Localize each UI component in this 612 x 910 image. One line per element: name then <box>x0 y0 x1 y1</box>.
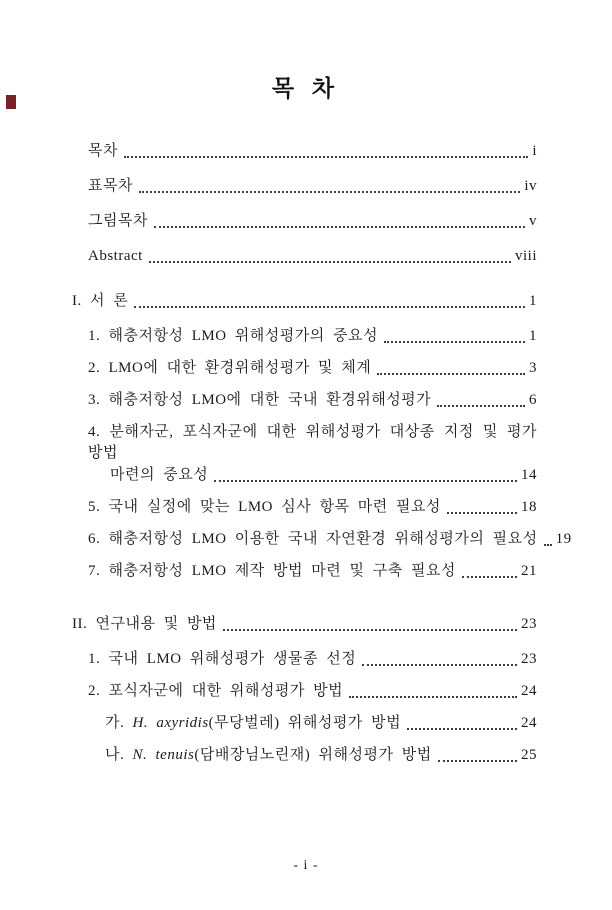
dot-leader <box>134 306 525 308</box>
toc-entry-label: 2. 포식자군에 대한 위해성평가 방법 <box>88 683 344 699</box>
toc-entry-page: 14 <box>521 467 537 483</box>
toc-entry-page: 24 <box>521 715 537 731</box>
toc-entry-label: 그림목차 <box>88 213 148 229</box>
toc-heading-label: I. 서 론 <box>72 293 129 309</box>
dot-leader <box>223 629 517 631</box>
dot-leader <box>438 760 517 762</box>
front-matter-list <box>72 141 537 267</box>
toc-entry <box>72 390 537 411</box>
dot-leader <box>462 576 517 578</box>
toc-entry-label: 5. 국내 실정에 맞는 LMO 심사 항목 마련 필요성 <box>88 499 441 515</box>
toc-entry-label: 목차 <box>88 143 118 159</box>
toc-entry-page: 18 <box>521 499 537 515</box>
toc-entry-label: (무당벌레) 위해성평가 방법 <box>208 715 402 731</box>
toc-entry-page: 21 <box>521 563 537 579</box>
dot-leader <box>437 405 525 407</box>
toc-entry-label: 6. 해충저항성 LMO 이용한 국내 자연환경 위해성평가의 필요성 <box>88 531 538 547</box>
toc-section-2 <box>72 614 537 766</box>
toc-entry-label: Abstract <box>88 248 143 264</box>
toc-section-1 <box>72 291 572 582</box>
toc-entry-page: 25 <box>521 747 537 763</box>
dot-leader <box>447 512 517 514</box>
dot-leader <box>362 664 517 666</box>
toc-entry <box>72 561 537 582</box>
toc-entry <box>72 422 537 486</box>
toc-entry <box>72 211 537 232</box>
toc-entry <box>72 497 537 518</box>
toc-entry <box>72 358 537 379</box>
toc-entry-label: 7. 해충저항성 LMO 제작 방법 마련 및 구축 필요성 <box>88 563 456 579</box>
toc-heading-page: 1 <box>529 293 537 309</box>
toc-entry-page: 1 <box>529 328 537 344</box>
toc-entry <box>72 141 537 162</box>
toc-entry <box>72 681 537 702</box>
dot-leader <box>349 696 517 698</box>
toc-entry-label: 1. 해충저항성 LMO 위해성평가의 중요성 <box>88 328 378 344</box>
toc-entry-label: 2. LMO에 대한 환경위해성평가 및 체계 <box>88 360 372 376</box>
toc-heading-label: II. 연구내용 및 방법 <box>72 616 217 632</box>
toc-heading-page: 23 <box>521 616 537 632</box>
toc-entry <box>72 529 572 550</box>
toc-entry <box>72 745 537 766</box>
dot-leader <box>544 544 552 546</box>
toc-entry-page: v <box>529 213 537 229</box>
toc-section-heading <box>72 614 537 635</box>
toc-entry-line2 <box>72 465 537 486</box>
toc-entry <box>72 713 537 734</box>
toc-entry-page: iv <box>524 178 537 194</box>
dot-leader <box>214 480 517 482</box>
toc-entry-label: 3. 해충저항성 LMO에 대한 국내 환경위해성평가 <box>88 392 432 408</box>
table-of-contents <box>72 141 572 766</box>
dot-leader <box>139 191 520 193</box>
toc-section-heading <box>72 291 537 312</box>
toc-entry-label: 표목차 <box>88 178 133 194</box>
page-title: 목 차 <box>271 76 341 101</box>
toc-entry-page: 23 <box>521 651 537 667</box>
toc-entry-page: 19 <box>555 531 572 547</box>
toc-entry-label: 1. 국내 LMO 위해성평가 생물종 선정 <box>88 651 357 667</box>
dot-leader <box>377 373 525 375</box>
toc-entry-species-name: H. axyridis <box>132 715 209 731</box>
toc-entry-label-line2: 마련의 중요성 <box>110 467 209 483</box>
toc-entry-page: 6 <box>529 392 537 408</box>
toc-entry-page: i <box>532 143 537 159</box>
dot-leader <box>124 156 528 158</box>
toc-entry <box>72 649 537 670</box>
dot-leader <box>149 261 511 263</box>
toc-entry-species-name: N. tenuis <box>132 747 195 763</box>
dot-leader <box>154 226 525 228</box>
page-number-footer: - i - <box>293 858 319 873</box>
dot-leader <box>407 728 517 730</box>
toc-entry-page: 3 <box>529 360 537 376</box>
toc-entry <box>72 326 537 347</box>
toc-entry-label-line1: 4. 분해자군, 포식자군에 대한 위해성평가 대상종 지정 및 평가 방법 <box>88 424 537 461</box>
toc-entry-label: (담배장님노린재) 위해성평가 방법 <box>194 747 432 763</box>
toc-entry-prefix: 나. <box>105 747 133 763</box>
toc-entry <box>72 176 537 197</box>
toc-entry <box>72 246 537 267</box>
toc-entry-page: 24 <box>521 683 537 699</box>
toc-entry-prefix: 가. <box>105 715 133 731</box>
dot-leader <box>384 341 525 343</box>
scan-artifact-mark <box>6 95 16 109</box>
toc-entry-page: viii <box>514 248 537 264</box>
